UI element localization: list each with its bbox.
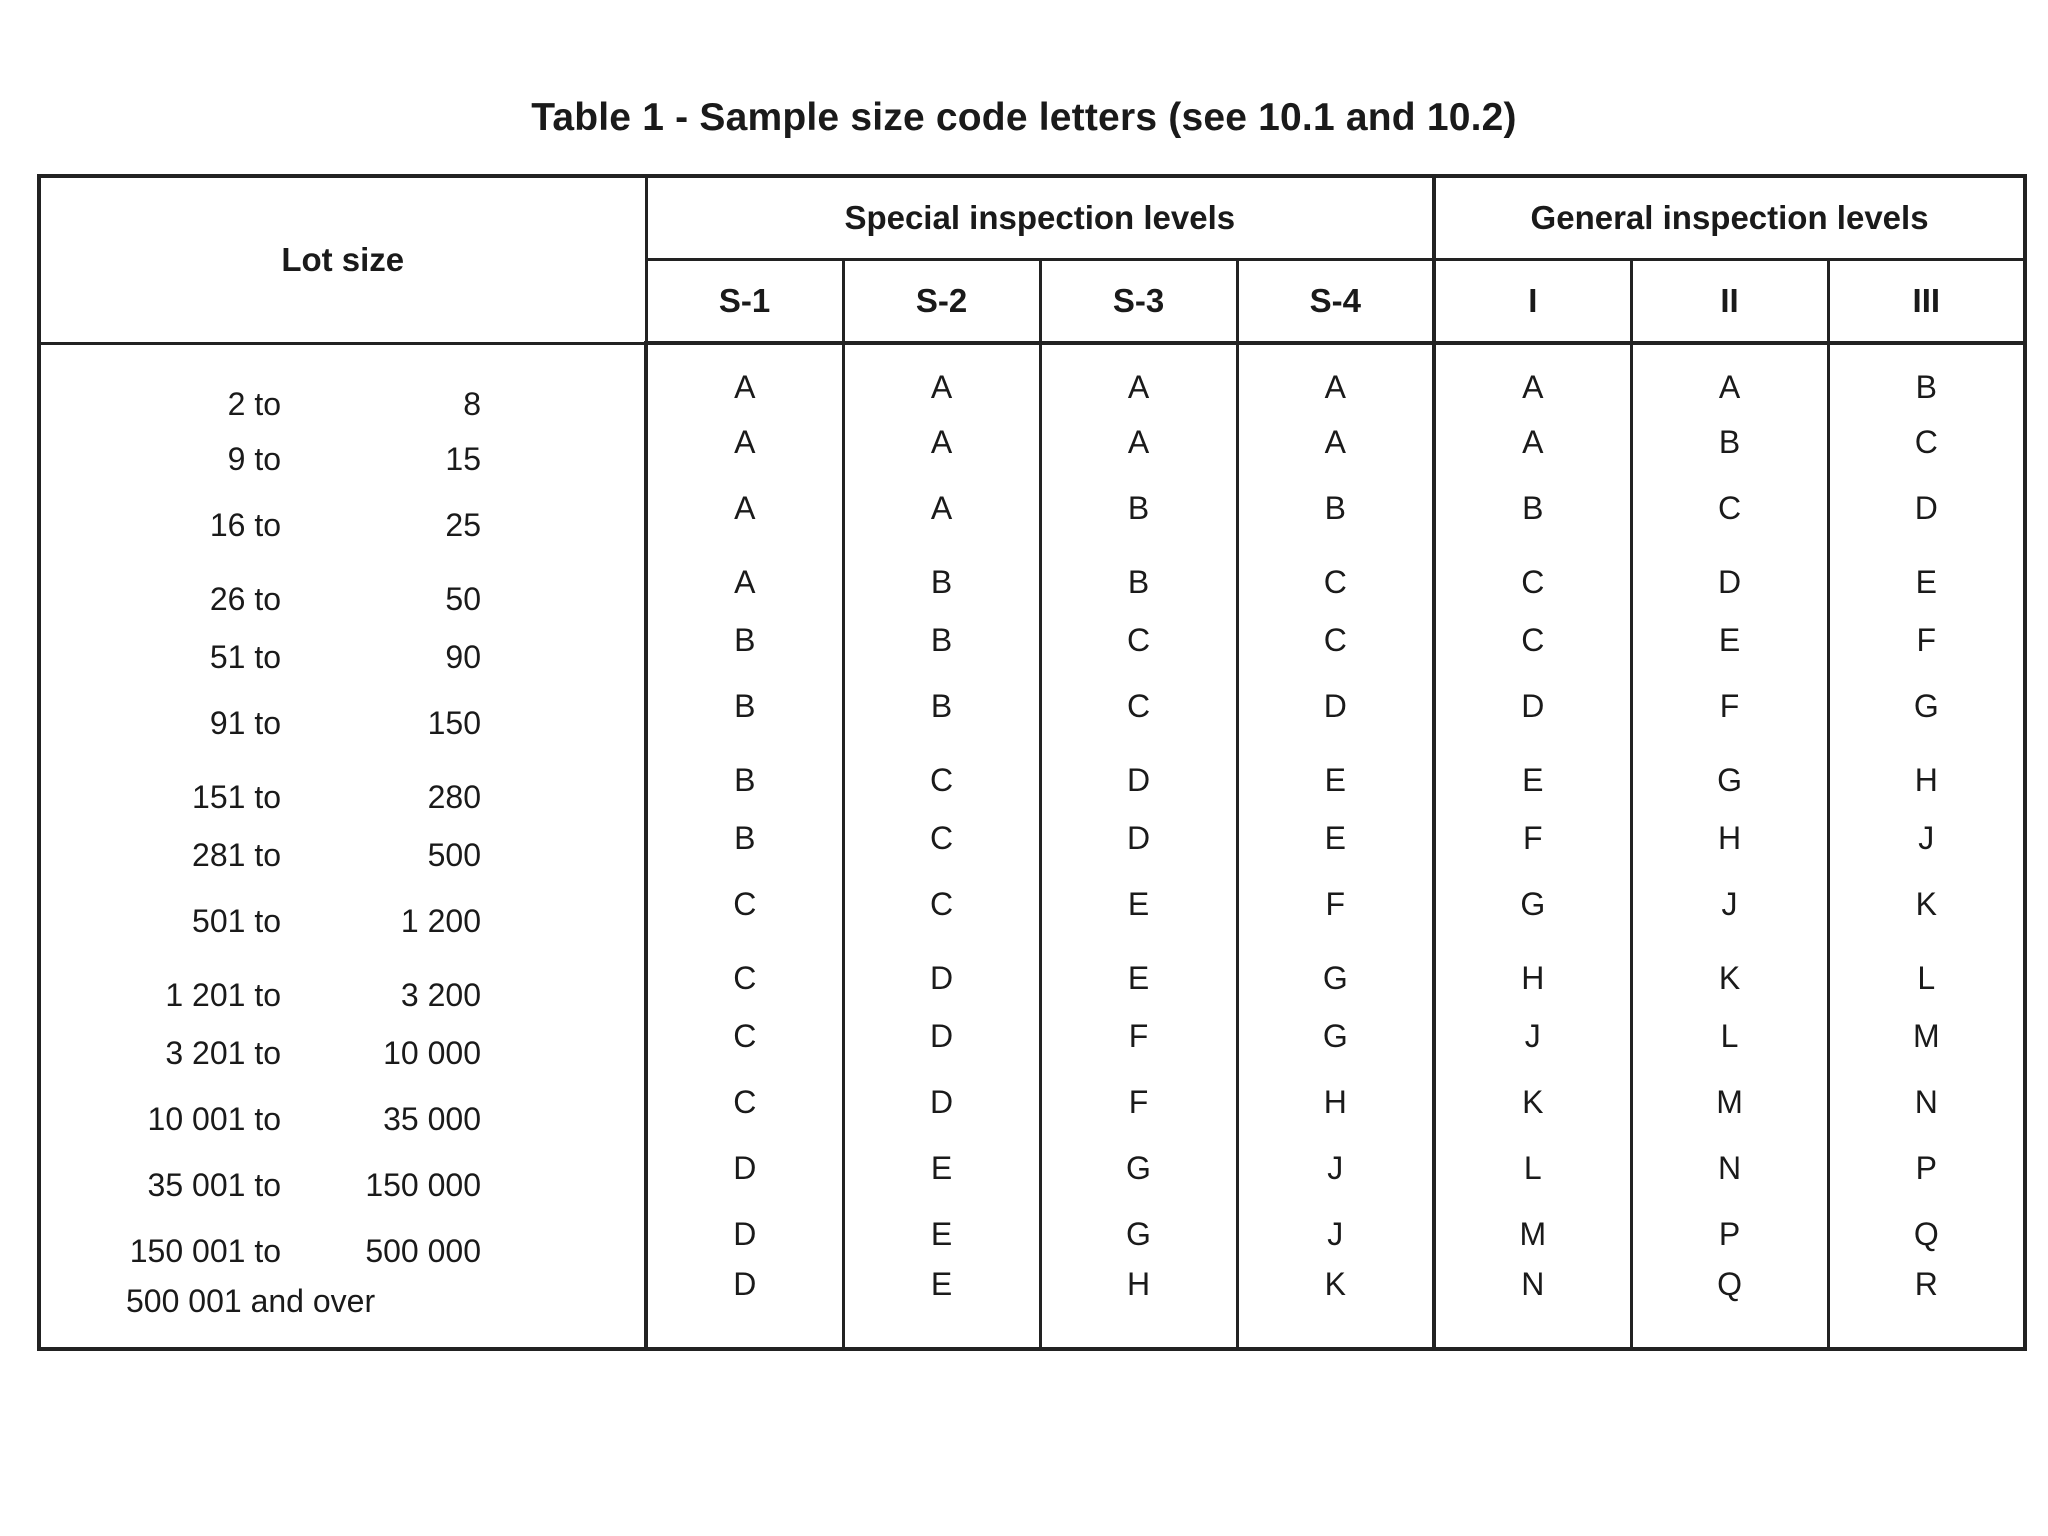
lot-size-cell [39,1069,646,1135]
code-letter: E [930,1266,953,1302]
code-letter-cell [1237,1201,1434,1267]
code-letter: C [929,820,954,856]
code-letter-cell [1237,1003,1434,1069]
table-row [39,541,2025,607]
code-letter: R [1914,1266,1938,1302]
code-letter-cell [1631,475,1828,541]
code-letter-cell [1434,475,1631,541]
code-letter: F [1719,688,1740,724]
lot-size-to: 50 [445,581,481,617]
code-letter: L [1917,960,1936,996]
code-letter-cell [646,871,843,937]
code-letter-cell [646,1069,843,1135]
lot-size-from: 151 to [192,779,281,815]
code-letter: A [1522,369,1544,405]
code-letter-cell [1631,739,1828,805]
code-letter: B [1718,424,1741,460]
code-letter: H [1914,762,1938,798]
code-letter-cell [1040,343,1237,409]
lot-size-cell [39,1267,646,1349]
table-row [39,1201,2025,1267]
code-letter: D [929,960,954,996]
lot-size-from: 500 001 and over [126,1283,376,1319]
level-header-s3: S-3 [1040,260,1237,344]
lot-size-to: 500 [427,837,481,873]
code-letter-cell [1237,739,1434,805]
code-letter: K [1324,1266,1346,1302]
code-letter: E [1718,622,1741,658]
code-letter-cell [843,1003,1040,1069]
code-letter: G [1126,1216,1151,1252]
code-letter: C [733,960,757,996]
code-letter: D [1126,762,1151,798]
level-header-ii: II [1631,260,1828,344]
code-letter-cell [1237,343,1434,409]
code-letter: D [1717,564,1742,600]
code-letter: B [734,688,756,724]
lot-size-to: 500 000 [365,1233,481,1269]
code-letter-cell [1040,805,1237,871]
code-letter: E [930,1150,953,1186]
code-letter-cell [646,541,843,607]
code-letter-cell [1434,1267,1631,1349]
code-letter: G [1322,1018,1348,1054]
code-letter: E [1522,762,1544,798]
lot-size-to: 35 000 [383,1101,481,1137]
code-letter: P [1718,1216,1741,1252]
code-letter-cell [646,607,843,673]
lot-size-to: 1 200 [400,903,481,939]
code-letter-cell [843,937,1040,1003]
code-letter: A [734,369,756,405]
code-letter: C [733,886,757,922]
code-letter-cell [1828,673,2025,739]
lot-size-to: 150 000 [365,1167,481,1203]
code-letter: D [733,1216,757,1252]
level-header-s1: S-1 [646,260,843,344]
code-letter-cell [1828,541,2025,607]
lot-size-to: 150 [427,705,481,741]
lot-size-from: 91 to [209,705,281,741]
code-letter: C [733,1084,757,1120]
table-row [39,673,2025,739]
code-letter: B [930,622,953,658]
code-letter-cell [1434,409,1631,475]
code-letter: G [1520,886,1546,922]
code-letter-cell [843,1069,1040,1135]
code-letter-cell [1040,1135,1237,1201]
code-letter-cell [843,475,1040,541]
lot-size-from: 3 201 to [165,1035,281,1071]
code-letter: M [1912,1018,1940,1054]
table-row [39,871,2025,937]
code-letter-cell [1040,1201,1237,1267]
code-letter-cell [1237,805,1434,871]
lot-size-from: 10 001 to [147,1101,281,1137]
code-letter-cell [646,1135,843,1201]
code-letter: C [1914,424,1938,460]
code-letter: B [1127,490,1150,526]
code-letter: G [1913,688,1939,724]
lot-size-header: Lot size [39,176,646,343]
code-letter: B [1915,369,1937,405]
code-letter-cell [646,1201,843,1267]
code-letter: K [1915,886,1937,922]
code-letter-cell [1237,937,1434,1003]
code-letter: C [929,886,954,922]
code-letter: A [930,369,953,405]
lot-size-cell [39,475,646,541]
lot-size-to: 8 [463,385,481,422]
code-letter: C [929,762,954,798]
code-letter-cell [646,739,843,805]
code-letter: B [930,688,953,724]
lot-size-from: 51 to [209,639,281,675]
lot-size-cell [39,541,646,617]
code-letter: F [1128,1084,1149,1120]
table-caption: Table 1 - Sample size code letters (see 10.1 and 10.2) [531,96,1517,139]
code-letter: B [1522,490,1544,526]
code-letter: L [1720,1018,1739,1054]
code-letter-cell [1828,1069,2025,1135]
lot-size-from: 501 to [192,903,281,939]
code-letter-cell [1631,673,1828,739]
level-header-s4: S-4 [1237,260,1434,344]
code-letter-cell [1237,1267,1434,1349]
code-letter-cell [1631,1003,1828,1069]
table-row [39,1135,2025,1201]
code-letter-cell [843,805,1040,871]
code-letter: A [930,490,953,526]
code-letter-cell [1631,1267,1828,1349]
code-letter: C [1323,622,1347,658]
lot-size-cell [39,937,646,1013]
code-letter-cell [1828,739,2025,805]
lot-size-to: 25 [445,507,481,543]
level-header-iii: III [1828,260,2025,344]
lot-size-from: 281 to [192,837,281,873]
code-letter: G [1717,762,1742,798]
code-letter-cell [843,541,1040,607]
code-letter: A [1718,369,1741,405]
code-letter-cell [1040,541,1237,607]
code-letter: C [1521,564,1545,600]
code-letter-cell [843,343,1040,409]
code-letter: A [1324,424,1346,460]
lot-size-cell [39,1003,646,1069]
code-letter-cell [1434,805,1631,871]
code-letter-cell [1631,607,1828,673]
lot-size-from: 1 201 to [165,977,281,1013]
code-letter-cell [1237,1069,1434,1135]
lot-size-to: 90 [445,639,481,675]
code-letter-cell [1040,739,1237,805]
code-letter-cell [1828,409,2025,475]
lot-size-from: 16 to [209,507,281,543]
code-letter: A [1127,424,1150,460]
code-letter-cell [1040,1003,1237,1069]
code-letter: J [1327,1216,1344,1252]
table-row [39,1003,2025,1069]
code-letter-cell [1040,1267,1237,1349]
lot-size-cell [39,343,646,422]
code-letter-cell [1040,409,1237,475]
code-letter: F [1128,1018,1149,1054]
code-letter-cell [1631,1135,1828,1201]
code-letter-cell [1828,871,2025,937]
code-letter-cell [1828,607,2025,673]
code-letter-cell [1040,607,1237,673]
code-letter-cell [1631,409,1828,475]
code-letter: C [1323,564,1347,600]
code-letter-cell [1434,1003,1631,1069]
code-letter: H [1126,1266,1151,1302]
code-letter: H [1323,1084,1347,1120]
code-letter: M [1519,1216,1547,1252]
general-levels-header: General inspection levels [1434,176,2025,260]
code-letter-cell [843,673,1040,739]
code-letter-cell [1434,607,1631,673]
code-letter-cell [1237,409,1434,475]
lot-size-from: 150 001 to [129,1233,281,1269]
code-letter-cell [1828,1267,2025,1349]
code-letter-cell [843,1135,1040,1201]
code-letter: E [1127,960,1150,996]
code-letter: N [1914,1084,1938,1120]
lot-size-from: 26 to [209,581,281,617]
lot-size-cell [39,673,646,739]
code-letter-cell [1828,1003,2025,1069]
code-letter: F [1916,622,1937,658]
code-letter: E [1127,886,1150,922]
code-letter: D [733,1266,757,1302]
table-row [39,739,2025,805]
code-letter: K [1522,1084,1544,1120]
code-letter-cell [1040,1069,1237,1135]
code-letter: N [1521,1266,1545,1302]
code-letter: D [929,1018,954,1054]
code-letter: A [1127,369,1150,405]
lot-size-cell [39,1135,646,1201]
lot-size-from: 9 to [227,441,281,477]
code-letter-cell [646,475,843,541]
code-letter-cell [1040,937,1237,1003]
code-letter-cell [843,1267,1040,1349]
code-letter: E [1915,564,1937,600]
table-row [39,475,2025,541]
code-letter-cell [1237,607,1434,673]
code-letter-cell [1828,1135,2025,1201]
code-letter: H [1717,820,1742,856]
code-letter-cell [1631,937,1828,1003]
code-letter-cell [843,1201,1040,1267]
code-letter-cell [843,739,1040,805]
code-letter-cell [646,1267,843,1349]
code-letter-cell [1237,1135,1434,1201]
code-letter-cell [1237,475,1434,541]
code-letter-cell [1828,343,2025,409]
code-letter-cell [1237,541,1434,607]
code-letter: J [1721,886,1738,922]
lot-size-to: 15 [445,441,481,477]
code-letter: B [1127,564,1150,600]
code-letter: N [1717,1150,1742,1186]
code-letter: D [929,1084,954,1120]
code-letter-cell [1040,871,1237,937]
table-row [39,607,2025,673]
table-row [39,805,2025,871]
code-letter-cell [843,607,1040,673]
code-letter: B [734,820,756,856]
code-letter: E [1324,762,1346,798]
code-letter: Q [1913,1216,1939,1252]
code-letter-cell [1631,343,1828,409]
lot-size-cell [39,409,646,475]
code-letter: A [1522,424,1544,460]
lot-size-cell [39,1201,646,1267]
level-header-i: I [1434,260,1631,344]
code-letter-cell [646,673,843,739]
code-letter-cell [843,871,1040,937]
code-letter-cell [1434,541,1631,607]
code-letter: Q [1717,1266,1742,1302]
code-letter: D [1914,490,1938,526]
lot-size-cell [39,805,646,871]
lot-size-cell [39,871,646,937]
code-letter: J [1524,1018,1541,1054]
code-letter: C [1126,688,1151,724]
code-letter: M [1716,1084,1743,1120]
lot-size-to: 280 [427,779,481,815]
code-letter: J [1327,1150,1344,1186]
code-letter: D [1323,688,1347,724]
code-letter: E [930,1216,953,1252]
code-letter-cell [646,409,843,475]
code-letter: A [734,490,756,526]
lot-size-from: 2 to [227,385,281,422]
code-letter: B [930,564,953,600]
code-letter: F [1325,886,1346,922]
code-letter-cell [1631,1069,1828,1135]
code-letter-cell [1434,673,1631,739]
table-row [39,1267,2025,1349]
special-levels-header: Special inspection levels [646,176,1434,260]
code-letter-cell [1434,1135,1631,1201]
lot-size-to: 3 200 [400,977,481,1013]
code-letter-cell [646,937,843,1003]
code-letter: C [1126,622,1151,658]
code-letter: J [1918,820,1935,856]
lot-size-from: 35 001 to [147,1167,281,1203]
code-letter-cell [1237,871,1434,937]
code-letter-cell [1828,805,2025,871]
table-row [39,937,2025,1003]
code-letter: L [1523,1150,1542,1186]
code-letter: F [1523,820,1543,856]
code-letter-cell [646,343,843,409]
sample-size-code-table [37,174,2027,1351]
code-letter-cell [1434,739,1631,805]
code-letter: G [1126,1150,1151,1186]
code-letter-cell [1434,937,1631,1003]
code-letter: C [733,1018,757,1054]
code-letter-cell [1040,475,1237,541]
code-letter-cell [1434,1201,1631,1267]
code-letter-cell [843,409,1040,475]
code-letter: P [1915,1150,1937,1186]
level-header-s2: S-2 [843,260,1040,344]
code-letter-cell [1828,1201,2025,1267]
code-letter-cell [1828,937,2025,1003]
code-letter-cell [1237,673,1434,739]
code-letter: D [1126,820,1151,856]
code-letter-cell [1828,475,2025,541]
code-letter: B [734,622,756,658]
code-letter-cell [1040,673,1237,739]
code-letter: D [1521,688,1545,724]
table-row [39,343,2025,409]
code-letter-cell [1631,1201,1828,1267]
code-letter: A [930,424,953,460]
code-letter: B [1324,490,1346,526]
code-letter-cell [1631,541,1828,607]
code-letter: A [1324,369,1346,405]
table-row [39,409,2025,475]
code-letter-cell [1434,871,1631,937]
code-letter: C [1521,622,1545,658]
code-letter-cell [1434,1069,1631,1135]
code-letter: D [733,1150,757,1186]
code-letter: K [1718,960,1741,996]
lot-size-to: 10 000 [383,1035,481,1071]
code-letter-cell [646,805,843,871]
code-letter: C [1717,490,1742,526]
table-row [39,1069,2025,1135]
lot-size-cell [39,607,646,673]
table-body [39,343,2025,1349]
code-letter: A [734,564,756,600]
code-letter-cell [646,1003,843,1069]
code-letter: B [734,762,756,798]
code-letter-cell [1631,871,1828,937]
code-letter: H [1521,960,1545,996]
code-letter: G [1322,960,1348,996]
lot-size-cell [39,739,646,815]
code-letter-cell [1434,343,1631,409]
code-letter: A [734,424,756,460]
code-letter-cell [1631,805,1828,871]
code-letter: E [1324,820,1346,856]
